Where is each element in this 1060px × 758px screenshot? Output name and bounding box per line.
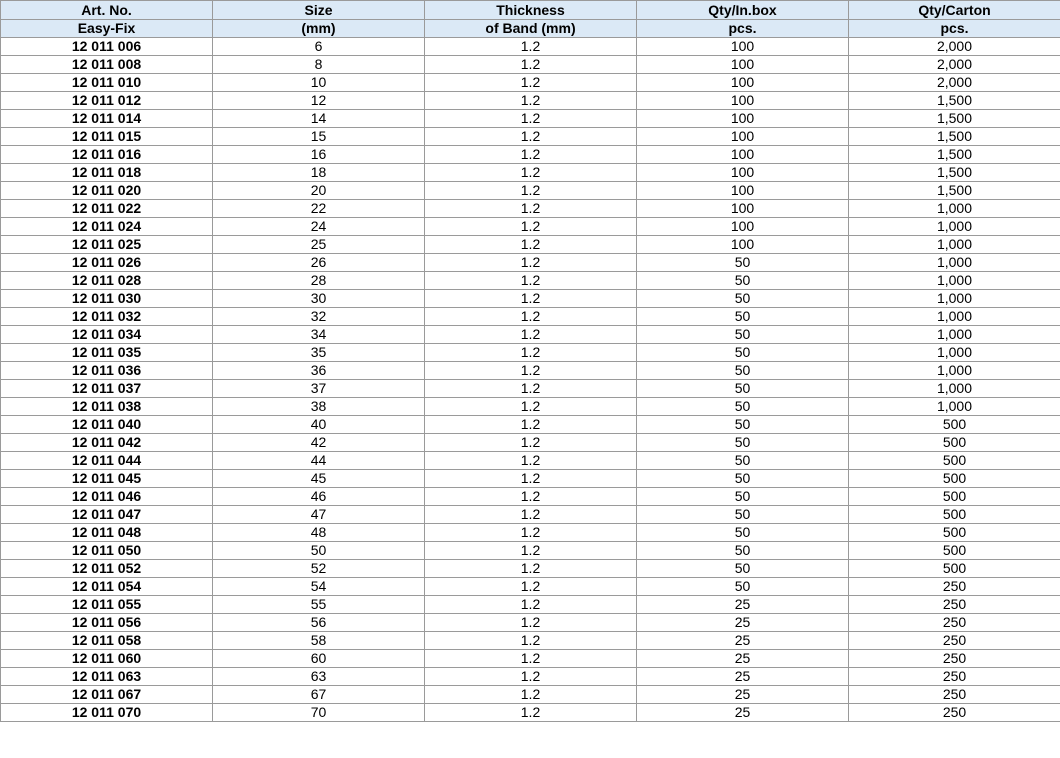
cell-qty-carton: 250 [849, 614, 1060, 632]
table-row [1, 308, 1060, 326]
header-art-no: Art. No. [1, 1, 213, 20]
cell-thickness: 1.2 [425, 128, 637, 146]
cell-art-no: 12 011 047 [1, 506, 213, 524]
cell-qty-carton: 1,500 [849, 182, 1060, 200]
header-thickness-unit: of Band (mm) [425, 20, 637, 38]
cell-qty-carton: 500 [849, 560, 1060, 578]
cell-thickness: 1.2 [425, 290, 637, 308]
cell-art-no: 12 011 044 [1, 452, 213, 470]
table-row [1, 416, 1060, 434]
table-row [1, 56, 1060, 74]
header-row-1 [1, 1, 1060, 20]
cell-art-no: 12 011 014 [1, 110, 213, 128]
header-row-2 [1, 20, 1060, 38]
cell-size: 48 [213, 524, 425, 542]
table-row [1, 578, 1060, 596]
cell-qty-carton: 1,000 [849, 218, 1060, 236]
cell-thickness: 1.2 [425, 38, 637, 56]
cell-qty-inbox: 50 [637, 362, 849, 380]
cell-size: 40 [213, 416, 425, 434]
cell-qty-inbox: 100 [637, 110, 849, 128]
cell-art-no: 12 011 060 [1, 650, 213, 668]
table-body [1, 38, 1060, 722]
header-size-unit: (mm) [213, 20, 425, 38]
cell-art-no: 12 011 008 [1, 56, 213, 74]
cell-qty-carton: 500 [849, 470, 1060, 488]
cell-art-no: 12 011 058 [1, 632, 213, 650]
cell-size: 6 [213, 38, 425, 56]
cell-thickness: 1.2 [425, 110, 637, 128]
cell-size: 60 [213, 650, 425, 668]
table-row [1, 362, 1060, 380]
cell-art-no: 12 011 028 [1, 272, 213, 290]
table-row [1, 560, 1060, 578]
cell-size: 15 [213, 128, 425, 146]
cell-art-no: 12 011 046 [1, 488, 213, 506]
cell-art-no: 12 011 024 [1, 218, 213, 236]
cell-art-no: 12 011 055 [1, 596, 213, 614]
cell-qty-carton: 500 [849, 542, 1060, 560]
cell-thickness: 1.2 [425, 56, 637, 74]
cell-qty-inbox: 100 [637, 236, 849, 254]
cell-qty-inbox: 100 [637, 38, 849, 56]
cell-size: 50 [213, 542, 425, 560]
cell-thickness: 1.2 [425, 92, 637, 110]
cell-qty-inbox: 50 [637, 506, 849, 524]
cell-thickness: 1.2 [425, 236, 637, 254]
cell-qty-inbox: 50 [637, 308, 849, 326]
cell-art-no: 12 011 035 [1, 344, 213, 362]
table-row [1, 614, 1060, 632]
cell-art-no: 12 011 018 [1, 164, 213, 182]
table-row [1, 182, 1060, 200]
cell-thickness: 1.2 [425, 632, 637, 650]
cell-qty-inbox: 50 [637, 434, 849, 452]
cell-art-no: 12 011 026 [1, 254, 213, 272]
table-row [1, 128, 1060, 146]
cell-qty-inbox: 25 [637, 596, 849, 614]
cell-size: 44 [213, 452, 425, 470]
cell-qty-inbox: 50 [637, 272, 849, 290]
cell-size: 46 [213, 488, 425, 506]
cell-qty-carton: 1,000 [849, 290, 1060, 308]
cell-thickness: 1.2 [425, 596, 637, 614]
cell-art-no: 12 011 012 [1, 92, 213, 110]
table-row [1, 632, 1060, 650]
header-art-no-sub: Easy-Fix [1, 20, 213, 38]
table-row [1, 506, 1060, 524]
cell-qty-inbox: 25 [637, 686, 849, 704]
cell-art-no: 12 011 006 [1, 38, 213, 56]
table-row [1, 542, 1060, 560]
header-qty-inbox-unit: pcs. [637, 20, 849, 38]
cell-size: 10 [213, 74, 425, 92]
cell-qty-inbox: 50 [637, 290, 849, 308]
cell-qty-carton: 1,000 [849, 308, 1060, 326]
table-row [1, 650, 1060, 668]
cell-thickness: 1.2 [425, 542, 637, 560]
cell-thickness: 1.2 [425, 380, 637, 398]
cell-qty-carton: 1,000 [849, 344, 1060, 362]
cell-size: 55 [213, 596, 425, 614]
header-thickness: Thickness [425, 1, 637, 20]
cell-qty-inbox: 50 [637, 560, 849, 578]
cell-qty-carton: 2,000 [849, 38, 1060, 56]
cell-qty-carton: 250 [849, 596, 1060, 614]
table-row [1, 470, 1060, 488]
cell-qty-carton: 1,000 [849, 254, 1060, 272]
cell-thickness: 1.2 [425, 344, 637, 362]
cell-qty-carton: 250 [849, 668, 1060, 686]
cell-thickness: 1.2 [425, 524, 637, 542]
table-row [1, 452, 1060, 470]
cell-qty-carton: 1,000 [849, 326, 1060, 344]
table-row [1, 200, 1060, 218]
table-row [1, 92, 1060, 110]
cell-qty-inbox: 25 [637, 650, 849, 668]
cell-qty-inbox: 100 [637, 164, 849, 182]
cell-size: 8 [213, 56, 425, 74]
cell-qty-inbox: 50 [637, 380, 849, 398]
cell-qty-inbox: 25 [637, 632, 849, 650]
cell-art-no: 12 011 015 [1, 128, 213, 146]
cell-qty-inbox: 50 [637, 452, 849, 470]
table-row [1, 344, 1060, 362]
cell-qty-inbox: 100 [637, 146, 849, 164]
cell-thickness: 1.2 [425, 398, 637, 416]
cell-art-no: 12 011 010 [1, 74, 213, 92]
cell-qty-carton: 1,500 [849, 146, 1060, 164]
cell-thickness: 1.2 [425, 200, 637, 218]
cell-qty-carton: 1,500 [849, 92, 1060, 110]
table-row [1, 290, 1060, 308]
cell-size: 42 [213, 434, 425, 452]
cell-thickness: 1.2 [425, 686, 637, 704]
table-row [1, 254, 1060, 272]
table-row [1, 398, 1060, 416]
table-row [1, 110, 1060, 128]
cell-art-no: 12 011 030 [1, 290, 213, 308]
cell-size: 12 [213, 92, 425, 110]
cell-art-no: 12 011 067 [1, 686, 213, 704]
cell-size: 26 [213, 254, 425, 272]
cell-qty-carton: 1,500 [849, 110, 1060, 128]
table-row [1, 596, 1060, 614]
cell-size: 56 [213, 614, 425, 632]
cell-size: 45 [213, 470, 425, 488]
cell-size: 18 [213, 164, 425, 182]
cell-art-no: 12 011 038 [1, 398, 213, 416]
table-row [1, 686, 1060, 704]
cell-thickness: 1.2 [425, 272, 637, 290]
cell-qty-inbox: 50 [637, 542, 849, 560]
cell-thickness: 1.2 [425, 308, 637, 326]
cell-thickness: 1.2 [425, 416, 637, 434]
cell-art-no: 12 011 034 [1, 326, 213, 344]
cell-thickness: 1.2 [425, 452, 637, 470]
table-row [1, 236, 1060, 254]
cell-qty-inbox: 25 [637, 614, 849, 632]
cell-size: 70 [213, 704, 425, 722]
cell-art-no: 12 011 056 [1, 614, 213, 632]
cell-size: 52 [213, 560, 425, 578]
cell-qty-carton: 250 [849, 686, 1060, 704]
cell-thickness: 1.2 [425, 614, 637, 632]
table-row [1, 524, 1060, 542]
cell-qty-inbox: 50 [637, 524, 849, 542]
cell-thickness: 1.2 [425, 254, 637, 272]
cell-thickness: 1.2 [425, 218, 637, 236]
table-row [1, 488, 1060, 506]
cell-art-no: 12 011 054 [1, 578, 213, 596]
cell-art-no: 12 011 016 [1, 146, 213, 164]
cell-qty-carton: 500 [849, 452, 1060, 470]
cell-size: 38 [213, 398, 425, 416]
cell-size: 14 [213, 110, 425, 128]
cell-art-no: 12 011 022 [1, 200, 213, 218]
cell-qty-inbox: 50 [637, 398, 849, 416]
table-row [1, 38, 1060, 56]
cell-qty-carton: 500 [849, 434, 1060, 452]
cell-art-no: 12 011 032 [1, 308, 213, 326]
cell-qty-carton: 250 [849, 632, 1060, 650]
cell-size: 16 [213, 146, 425, 164]
cell-art-no: 12 011 037 [1, 380, 213, 398]
cell-thickness: 1.2 [425, 704, 637, 722]
cell-qty-inbox: 100 [637, 92, 849, 110]
table-row [1, 326, 1060, 344]
cell-qty-carton: 1,000 [849, 398, 1060, 416]
cell-qty-carton: 1,000 [849, 272, 1060, 290]
table-row [1, 146, 1060, 164]
table-row [1, 380, 1060, 398]
cell-thickness: 1.2 [425, 560, 637, 578]
cell-art-no: 12 011 045 [1, 470, 213, 488]
cell-art-no: 12 011 048 [1, 524, 213, 542]
cell-qty-inbox: 25 [637, 668, 849, 686]
cell-size: 30 [213, 290, 425, 308]
cell-size: 28 [213, 272, 425, 290]
header-size: Size [213, 1, 425, 20]
cell-qty-carton: 2,000 [849, 74, 1060, 92]
cell-qty-inbox: 100 [637, 200, 849, 218]
cell-qty-inbox: 50 [637, 344, 849, 362]
cell-art-no: 12 011 036 [1, 362, 213, 380]
header-qty-carton: Qty/Carton [849, 1, 1060, 20]
cell-size: 36 [213, 362, 425, 380]
cell-qty-carton: 2,000 [849, 56, 1060, 74]
table-row [1, 218, 1060, 236]
cell-thickness: 1.2 [425, 74, 637, 92]
cell-art-no: 12 011 042 [1, 434, 213, 452]
table-row [1, 434, 1060, 452]
cell-thickness: 1.2 [425, 434, 637, 452]
cell-size: 54 [213, 578, 425, 596]
table-header [1, 1, 1060, 38]
cell-qty-carton: 1,000 [849, 200, 1060, 218]
table-row [1, 164, 1060, 182]
cell-art-no: 12 011 040 [1, 416, 213, 434]
cell-size: 22 [213, 200, 425, 218]
cell-qty-inbox: 100 [637, 74, 849, 92]
cell-qty-inbox: 50 [637, 254, 849, 272]
cell-size: 63 [213, 668, 425, 686]
cell-size: 34 [213, 326, 425, 344]
table-row [1, 272, 1060, 290]
cell-art-no: 12 011 063 [1, 668, 213, 686]
header-qty-carton-unit: pcs. [849, 20, 1060, 38]
cell-size: 37 [213, 380, 425, 398]
table-row [1, 668, 1060, 686]
cell-art-no: 12 011 025 [1, 236, 213, 254]
cell-qty-carton: 1,000 [849, 362, 1060, 380]
cell-qty-carton: 1,000 [849, 236, 1060, 254]
cell-size: 58 [213, 632, 425, 650]
cell-thickness: 1.2 [425, 146, 637, 164]
cell-art-no: 12 011 052 [1, 560, 213, 578]
cell-qty-carton: 500 [849, 506, 1060, 524]
cell-thickness: 1.2 [425, 668, 637, 686]
cell-thickness: 1.2 [425, 164, 637, 182]
cell-thickness: 1.2 [425, 650, 637, 668]
cell-thickness: 1.2 [425, 488, 637, 506]
cell-size: 35 [213, 344, 425, 362]
cell-qty-carton: 1,000 [849, 380, 1060, 398]
cell-qty-carton: 250 [849, 704, 1060, 722]
cell-size: 20 [213, 182, 425, 200]
cell-size: 32 [213, 308, 425, 326]
cell-qty-carton: 500 [849, 488, 1060, 506]
header-qty-inbox: Qty/In.box [637, 1, 849, 20]
cell-qty-inbox: 50 [637, 416, 849, 434]
cell-qty-inbox: 100 [637, 218, 849, 236]
cell-qty-inbox: 100 [637, 182, 849, 200]
cell-art-no: 12 011 020 [1, 182, 213, 200]
cell-thickness: 1.2 [425, 470, 637, 488]
cell-qty-inbox: 50 [637, 578, 849, 596]
table-row [1, 704, 1060, 722]
cell-size: 67 [213, 686, 425, 704]
cell-qty-inbox: 50 [637, 488, 849, 506]
cell-thickness: 1.2 [425, 326, 637, 344]
cell-qty-carton: 1,500 [849, 128, 1060, 146]
cell-qty-carton: 250 [849, 650, 1060, 668]
cell-qty-carton: 250 [849, 578, 1060, 596]
cell-qty-inbox: 25 [637, 704, 849, 722]
cell-thickness: 1.2 [425, 506, 637, 524]
cell-qty-carton: 1,500 [849, 164, 1060, 182]
cell-qty-inbox: 100 [637, 56, 849, 74]
cell-size: 47 [213, 506, 425, 524]
cell-qty-inbox: 100 [637, 128, 849, 146]
cell-qty-carton: 500 [849, 524, 1060, 542]
cell-qty-carton: 500 [849, 416, 1060, 434]
cell-size: 24 [213, 218, 425, 236]
cell-art-no: 12 011 070 [1, 704, 213, 722]
cell-thickness: 1.2 [425, 182, 637, 200]
cell-qty-inbox: 50 [637, 470, 849, 488]
cell-thickness: 1.2 [425, 578, 637, 596]
table-row [1, 74, 1060, 92]
cell-art-no: 12 011 050 [1, 542, 213, 560]
cell-qty-inbox: 50 [637, 326, 849, 344]
cell-thickness: 1.2 [425, 362, 637, 380]
cell-size: 25 [213, 236, 425, 254]
